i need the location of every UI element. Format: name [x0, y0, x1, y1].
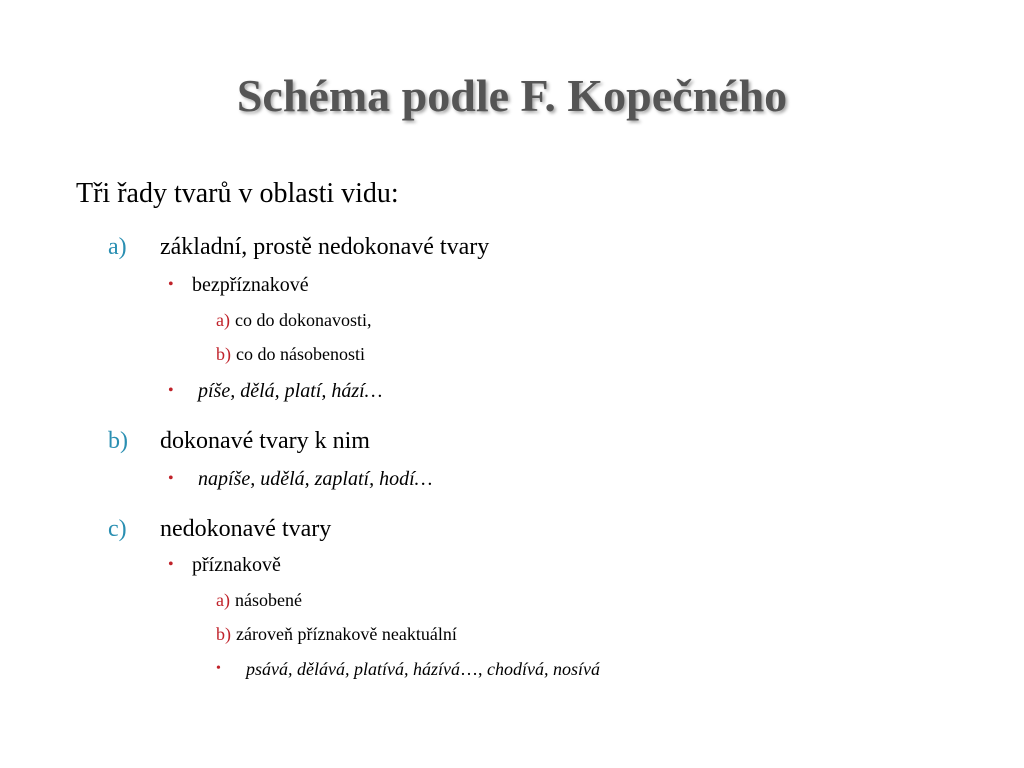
sub-sub-item [216, 622, 457, 646]
sub-sub-item-text: co do dokonavosti, [234, 310, 372, 330]
example-forms: napíše, udělá, zaplatí, hodí… [198, 468, 433, 490]
list-item-text: základní, prostě nedokonavé tvary [160, 234, 490, 260]
list-marker: a) [216, 310, 230, 330]
example-forms: psává, dělává, platívá, házívá…, chodívá, nosívá [246, 659, 600, 679]
sub-sub-item-text: co do násobenosti [236, 344, 365, 364]
list-item-text: nedokonavé tvary [160, 516, 332, 542]
list-marker: b) [108, 428, 128, 454]
bullet-dot-icon: • [168, 470, 174, 487]
sub-sub-item-text: zároveň příznakově neaktuální [236, 624, 457, 644]
slide-title: Schéma podle F. Kopečného [236, 70, 788, 121]
bullet-dot-icon: • [168, 556, 174, 573]
sub-item-text: bezpříznakové [192, 274, 309, 296]
list-marker: a) [216, 590, 230, 610]
sub-item-text: příznakově [192, 554, 281, 576]
bullet-dot-icon: • [168, 382, 174, 399]
list-marker: b) [216, 344, 231, 364]
sub-sub-item [216, 588, 302, 612]
bullet-dot-icon: • [168, 276, 174, 293]
list-item-text: dokonavé tvary k nim [160, 428, 370, 454]
sub-sub-item-text: násobené [234, 590, 302, 610]
sub-sub-item [216, 342, 365, 366]
list-marker: b) [216, 624, 231, 644]
list-marker: c) [108, 516, 127, 542]
bullet-dot-icon: • [216, 661, 221, 676]
list-marker: a) [108, 234, 127, 260]
sub-sub-item [216, 308, 371, 332]
intro-text: Tři řady tvarů v oblasti vidu: [76, 178, 399, 209]
example-forms: píše, dělá, platí, hází… [198, 380, 383, 402]
